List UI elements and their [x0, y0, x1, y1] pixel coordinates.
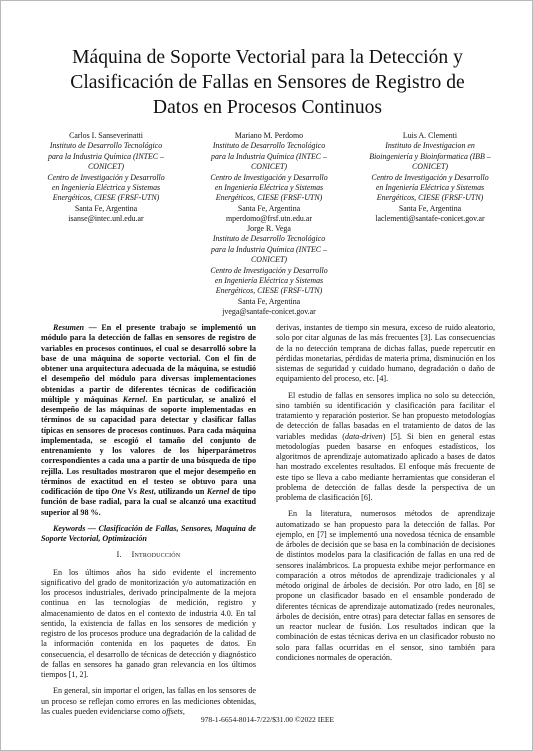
author-affiliation: Centro de Investigación y Desarrollo — [210, 172, 328, 182]
author-affiliation: Centro de Investigación y Desarrollo — [371, 172, 489, 182]
copyright-footer: 978-1-6654-8014-7/22/$31.00 ©2022 IEEE — [200, 715, 335, 724]
title-line-3: Datos en Procesos Continuos — [152, 97, 383, 118]
section-heading-introduccion — [41, 550, 256, 560]
author-affiliation: para la Industria Química (INTEC – — [48, 151, 164, 161]
author-email[interactable]: jvega@santafe-conicet.gov.ar — [222, 307, 316, 317]
author-city: Santa Fe, Argentina — [74, 203, 138, 213]
author-affiliation: Centro de Investigación y Desarrollo — [210, 265, 328, 275]
section-number: I. — [116, 550, 122, 560]
author-affiliation: en Ingeniería Eléctrica y Sistemas — [214, 183, 324, 193]
paragraph-text: En general, sin importar el origen, las fallas en los sensores de un proceso se reflejan como errores en las mediciones obtenidas, las cuales pueden evidenciarse como — [41, 686, 256, 716]
abstract-text: Vs — [125, 487, 140, 496]
paper-title — [31, 45, 504, 120]
abstract-rest-term: Rest — [139, 487, 154, 496]
author-affiliation: en Ingeniería Eléctrica y Sistemas — [51, 183, 161, 193]
paragraph-italic-term: offsets — [162, 706, 183, 716]
abstract-text: de tipo función de base radial, para la cual se alcanzó una exactitud superior al 98 %. — [41, 487, 256, 517]
author-block-2 — [194, 131, 344, 225]
abstract-label: Resumen — [53, 323, 85, 332]
author-email[interactable]: isanse@intec.unl.edu.ar — [68, 214, 144, 224]
author-affiliation: Energéticos, CIESE (FRSF-UTN) — [215, 193, 323, 203]
author-city: Santa Fe, Argentina — [237, 203, 301, 213]
paragraph — [276, 391, 495, 504]
paragraph: En los últimos años ha sido evidente el incremento significativo del grado de monitorización y/o automatización en los procesos industriales, derivado principalmente de la mejora continua en las tecnologías de medición, registro y almacenamiento de datos en el contexto de industria 4.0. En tal sentido, la existencia de fallas en los sensores de medición y registro de los procesos produce una degradación de la calidad de la información contenida en los paquetes de datos. En consecuencia, el desarrollo de técnicas de detección y diagnóstico de fallas en sensores ha ganado gran relevancia en los últimos tiempos [1, 2]. — [41, 567, 256, 679]
author-block-1 — [31, 131, 181, 225]
author-affiliation: CONICET) — [251, 255, 287, 265]
paragraph: En la literatura, numerosos métodos de aprendizaje automatizado se han propuesto para la detección de fallas. Por ejemplo, en [7] se implementó una novedosa técnica de ensamble de árboles de decisión que se basa en la combinación de decisiones de distintos modelos para la clasificación de fallas en una red de sensores inalámbricos. La propuesta exhibe mejor performance en comparación a otros métodos de aprendizaje tradicionales y al método original de árboles de decisión. Por otro lado, en [8] se propone un clasificador basado en el ensamble ponderado de diferentes técnicas de aprendizaje automatizado (redes neuronales, árboles de decisión, entre otras) para detectar fallas en sensores de un reactor nuclear de fusión. Los resultados indican que la combinación de estas técnicas deriva en un clasificador robusto no solo para fallas ocurridas en el sensor, sino también para condiciones normales de operación. — [276, 509, 495, 662]
author-affiliation: para la Industria Química (INTEC – — [211, 151, 327, 161]
author-affiliation: Centro de Investigación y Desarrollo — [47, 172, 165, 182]
abstract-text: , utilizando un — [153, 487, 207, 496]
author-affiliation: para la Industria Química (INTEC – — [211, 244, 327, 254]
keywords-text: — Clasificación de Fallas, Sensores, Maquina de Soporte Vectorial, Optimización — [41, 523, 256, 543]
author-affiliation: Energéticos, CIESE (FRSF-UTN) — [215, 286, 323, 296]
author-affiliation: en Ingeniería Eléctrica y Sistemas — [214, 276, 324, 286]
keywords-label: Keywords — [53, 523, 86, 533]
author-affiliation: Bioingeniería y Bioinformatica (IBB – — [369, 151, 491, 161]
author-name: Luis A. Clementi — [402, 131, 458, 140]
author-block-4 — [194, 224, 344, 318]
author-affiliation: en Ingeniería Eléctrica y Sistemas — [375, 183, 485, 193]
author-email[interactable]: mperdomo@frsf.utn.edu.ar — [226, 214, 312, 224]
author-affiliation: CONICET) — [251, 162, 287, 172]
author-affiliation: Energéticos, CIESE (FRSF-UTN) — [376, 193, 484, 203]
abstract — [41, 323, 256, 518]
author-email[interactable]: laclementi@santafe-conicet.gov.ar — [375, 214, 485, 224]
paragraph-text: ) [5]. Si bien en general estas metodologías pueden basarse en enfoques estadísticos, los algoritmos de aprendizaje automatizado aplicado a bases de datos han mostrado excelentes resultados. El enfoque más frecuente de este tipo se lleva a cabo mediante herramientas que consideran el problema de detección de fallas desde la perspectiva de un problema de clasificación [6]. — [276, 431, 495, 502]
author-affiliation: Instituto de Desarrollo Tecnológico — [49, 141, 163, 151]
paragraph — [41, 686, 256, 717]
keywords — [41, 524, 256, 545]
abstract-text: . En particular, se analizó el desempeño de las máquinas de soporte implementadas en términos de su capacidad para detectar y clasificar fallas típicas en sensores de procesos continuos. Para cada máquina implementada, se escogió el tamaño del conjunto de entrenamiento y los valores de los hiperparámetros correspondientes a cada una a partir de una búsqueda de tipo rejilla. Los resultados mostraron que el mejor desempeño en términos de exactitud en el testeo se obtuvo para una codificación de tipo — [41, 394, 256, 496]
title-line-2: Clasificación de Fallas en Sensores de Registro de — [70, 72, 465, 93]
author-name: Jorge R. Vega — [247, 224, 291, 233]
left-column — [41, 323, 256, 723]
author-affiliation: CONICET) — [412, 162, 448, 172]
abstract-kernel-term: Kernel — [122, 394, 146, 404]
author-affiliation: Instituto de Investigacion en — [385, 141, 475, 151]
abstract-one-term: One — [111, 487, 126, 496]
right-column — [276, 323, 495, 669]
author-affiliation: Instituto de Desarrollo Tecnológico — [212, 141, 326, 151]
author-affiliation: Instituto de Desarrollo Tecnológico — [212, 234, 326, 244]
author-affiliation: CONICET) — [88, 162, 124, 172]
author-name: Carlos I. Sanseverinatti — [69, 131, 143, 140]
author-block-3 — [355, 131, 505, 225]
author-city: Santa Fe, Argentina — [398, 203, 462, 213]
paragraph-text: El estudio de fallas en sensores implica no solo su detección, sino también su identificación y clasificación para facilitar el tratamiento y reparación posterior. Se han propuesto metodologías de detección de fallas basadas en el tratamiento de datos de las variables medidas ( — [276, 390, 495, 441]
paragraph: derivas, instantes de tiempo sin mesura, exceso de ruido aleatorio, solo por citar algunas de las más frecuentes [3]. Las consecuencias de la no detección temprana de dichas fallas, puede repercutir en pérdidas monetarias, pérdidas de materia prima, disminución en los sistemas de seguridad y cuidado humano, degradación o daño de equipamiento del proceso, etc. [4]. — [276, 323, 495, 384]
abstract-kernel-term: Kernel — [206, 487, 230, 496]
title-line-1: Máquina de Soporte Vectorial para la Detección y — [72, 47, 463, 68]
section-title: Introducción — [131, 550, 181, 560]
author-affiliation: Energéticos, CIESE (FRSF-UTN) — [52, 193, 160, 203]
abstract-text: — En el presente trabajo se implementó un módulo para la detección de fallas en sensores de registro de variables en procesos continuos, el cual se desarrolló sobre la base de una máquina de soporte vectorial. Con el fin de obtener una arquitectura adecuada de la máquina, se estudió el desempeño del módulo para diversas implementaciones obtenidas a partir de diferentes técnicas de codificación múltiple y máquinas — [41, 323, 256, 404]
author-city: Santa Fe, Argentina — [237, 296, 301, 306]
paragraph-text: , — [182, 706, 185, 716]
author-name: Mariano M. Perdomo — [234, 131, 304, 140]
paragraph-italic-term: data-driven — [344, 431, 383, 441]
